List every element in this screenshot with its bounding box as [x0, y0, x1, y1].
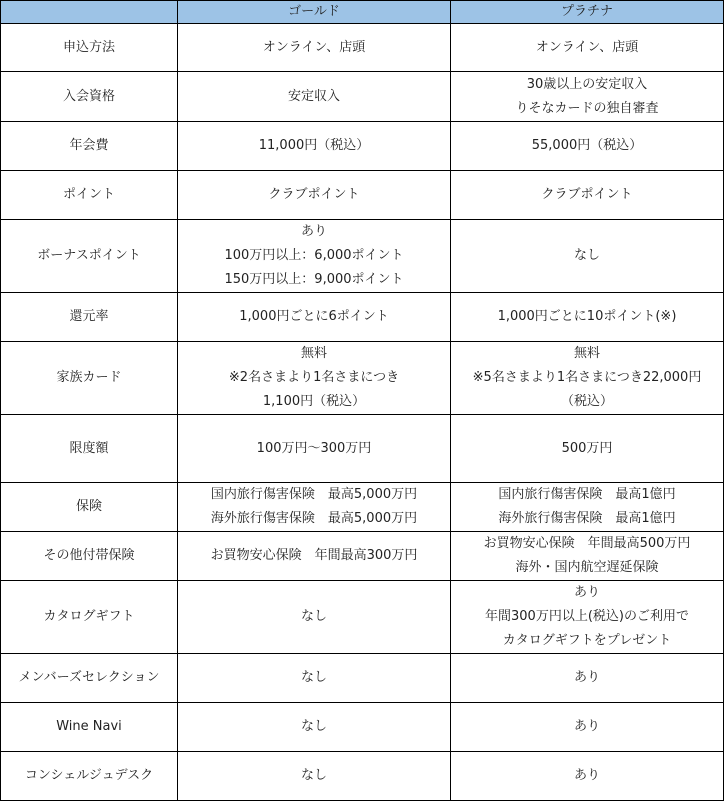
- platinum-cell-line: 1,000円ごとに10ポイント(※): [497, 309, 677, 324]
- gold-cell-line: 海外旅行傷害保険 最高5,000万円: [210, 511, 418, 526]
- platinum-cell: [451, 703, 724, 752]
- platinum-cell-line: オンライン、店頭: [535, 39, 639, 55]
- table-row: [1, 171, 724, 220]
- row-label: その他付帯保険: [1, 532, 178, 581]
- table-row: [1, 703, 724, 752]
- gold-cell: [178, 220, 451, 293]
- gold-cell-line: 安定収入: [287, 88, 340, 104]
- platinum-cell: [451, 532, 724, 581]
- header-corner: [1, 1, 178, 24]
- platinum-cell-line: カタログギフトをプレゼント: [502, 633, 672, 648]
- gold-cell-line: あり: [300, 224, 327, 239]
- row-label: メンバーズセレクション: [1, 654, 178, 703]
- table-row: [1, 752, 724, 801]
- platinum-cell-line: （税込）: [560, 394, 613, 409]
- gold-cell-line: クラブポイント: [268, 187, 360, 202]
- platinum-cell-line: 海外旅行傷害保険 最高1億円: [498, 511, 676, 526]
- platinum-cell-line: なし: [573, 248, 600, 263]
- gold-cell: [178, 752, 451, 801]
- table-row: [1, 24, 724, 72]
- platinum-cell-line: あり: [573, 768, 600, 783]
- gold-cell-line: なし: [300, 609, 327, 624]
- table-row: [1, 122, 724, 171]
- table-body: [1, 24, 724, 801]
- gold-cell-line: なし: [300, 670, 327, 685]
- platinum-cell: [451, 581, 724, 654]
- gold-cell: [178, 483, 451, 532]
- platinum-cell-line: 年間300万円以上(税込)のご利用で: [485, 609, 689, 624]
- header-gold: ゴールド: [178, 1, 451, 24]
- header-platinum: プラチナ: [451, 1, 724, 24]
- gold-cell-line: お買物安心保険 年間最高300万円: [210, 548, 418, 563]
- table-row: [1, 72, 724, 122]
- gold-cell-line: 1,100円（税込）: [262, 394, 366, 409]
- gold-cell-line: 無料: [300, 346, 327, 361]
- header-row: [1, 1, 724, 24]
- platinum-cell-line: あり: [573, 719, 600, 734]
- platinum-cell-line: あり: [573, 585, 600, 600]
- row-label: カタログギフト: [1, 581, 178, 654]
- row-label: 申込方法: [1, 24, 178, 72]
- gold-cell-line: なし: [300, 768, 327, 783]
- row-label: 入会資格: [1, 72, 178, 122]
- row-label: ボーナスポイント: [1, 220, 178, 293]
- platinum-cell: [451, 72, 724, 122]
- platinum-cell: [451, 752, 724, 801]
- gold-cell: [178, 654, 451, 703]
- table-row: [1, 293, 724, 342]
- row-label: 限度額: [1, 415, 178, 483]
- table-row: [1, 220, 724, 293]
- platinum-cell-line: りそなカードの独自審査: [515, 100, 659, 116]
- platinum-cell: [451, 24, 724, 72]
- platinum-cell: [451, 122, 724, 171]
- table-row: [1, 654, 724, 703]
- row-label: 保険: [1, 483, 178, 532]
- platinum-cell: [451, 483, 724, 532]
- table-row: [1, 483, 724, 532]
- platinum-cell-line: ※5名さまより1名さまにつき22,000円: [472, 370, 702, 385]
- platinum-cell: [451, 293, 724, 342]
- table-row: [1, 342, 724, 415]
- table-row: [1, 532, 724, 581]
- gold-cell-line: 1,000円ごとに6ポイント: [239, 309, 389, 324]
- gold-cell: [178, 72, 451, 122]
- platinum-cell: [451, 654, 724, 703]
- platinum-cell-line: 55,000円（税込）: [531, 138, 643, 153]
- gold-cell: [178, 342, 451, 415]
- platinum-cell-line: 無料: [573, 346, 600, 361]
- gold-cell-line: 11,000円（税込）: [258, 138, 370, 153]
- platinum-cell-line: クラブポイント: [541, 187, 633, 202]
- row-label: ポイント: [1, 171, 178, 220]
- gold-cell: [178, 703, 451, 752]
- gold-cell: [178, 293, 451, 342]
- row-label: 家族カード: [1, 342, 178, 415]
- gold-cell: [178, 532, 451, 581]
- gold-cell-line: 国内旅行傷害保険 最高5,000万円: [210, 487, 418, 502]
- gold-cell: [178, 171, 451, 220]
- platinum-cell-line: あり: [573, 670, 600, 685]
- gold-cell-line: 100万円～300万円: [256, 440, 372, 456]
- gold-cell-line: なし: [300, 719, 327, 734]
- gold-cell: [178, 122, 451, 171]
- row-label: 年会費: [1, 122, 178, 171]
- gold-cell: [178, 415, 451, 483]
- gold-cell-line: 100万円以上：6,000ポイント: [224, 248, 404, 263]
- gold-cell-line: ※2名さまより1名さまにつき: [228, 370, 400, 385]
- platinum-cell-line: 国内旅行傷害保険 最高1億円: [498, 487, 676, 502]
- row-label: Wine Navi: [1, 703, 178, 752]
- table-row: [1, 415, 724, 483]
- row-label: コンシェルジュデスク: [1, 752, 178, 801]
- platinum-cell-line: 30歳以上の安定収入: [526, 76, 648, 92]
- gold-cell: [178, 581, 451, 654]
- gold-cell-line: オンライン、店頭: [262, 39, 366, 55]
- platinum-cell-line: お買物安心保険 年間最高500万円: [483, 536, 691, 551]
- table-row: [1, 581, 724, 654]
- platinum-cell-line: 海外・国内航空遅延保険: [515, 560, 659, 575]
- row-label: 還元率: [1, 293, 178, 342]
- platinum-cell-line: 500万円: [561, 440, 613, 456]
- gold-cell: [178, 24, 451, 72]
- platinum-cell: [451, 342, 724, 415]
- platinum-cell: [451, 171, 724, 220]
- gold-cell-line: 150万円以上：9,000ポイント: [224, 272, 404, 287]
- platinum-cell: [451, 220, 724, 293]
- platinum-cell: [451, 415, 724, 483]
